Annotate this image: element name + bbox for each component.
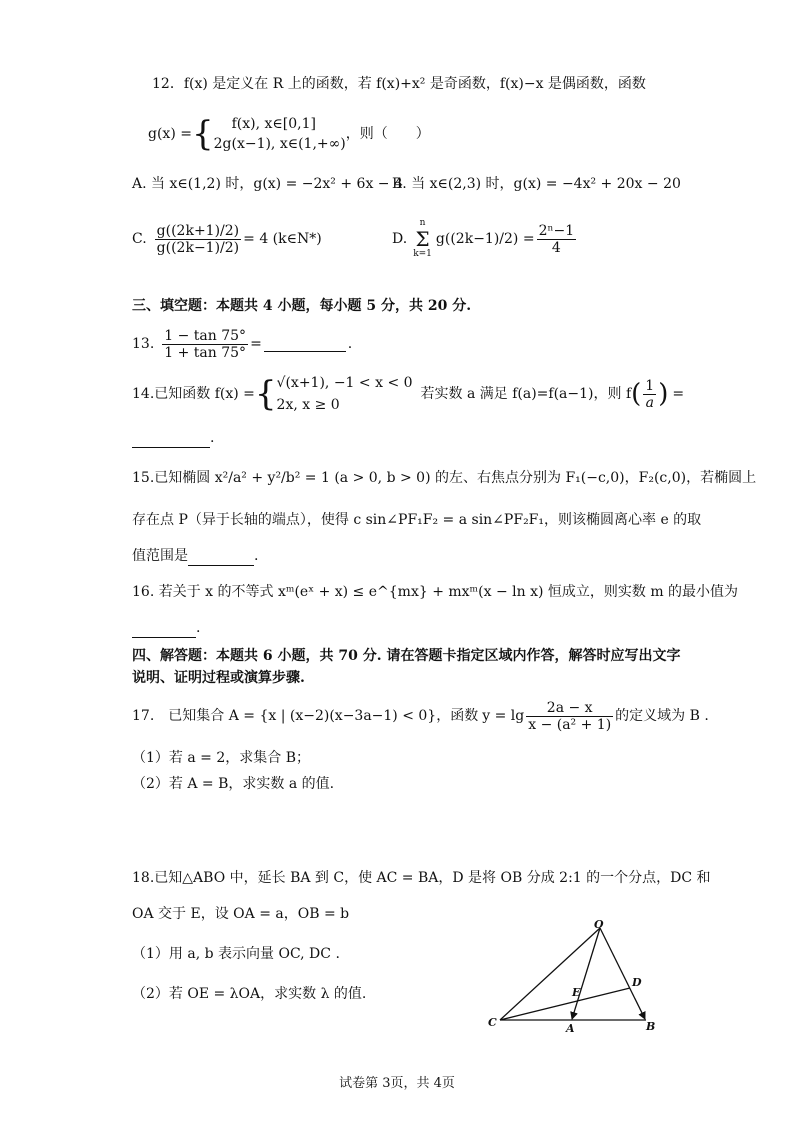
brace-icon: {: [254, 374, 277, 414]
q14-end: .: [210, 430, 215, 446]
right-paren-icon: ): [658, 379, 669, 409]
left-paren-icon: (: [631, 379, 642, 409]
q17-denominator: x − (a² + 1): [528, 716, 612, 733]
q12-option-c-numerator: g((2k+1)/2): [156, 222, 240, 239]
q18-part-1: （1）用 a, b 表示向量 OC, DC .: [132, 946, 340, 962]
brace-icon: {: [191, 114, 214, 154]
q15-line-2: 存在点 P（异于长轴的端点），使得 c sin∠PF₁F₂ = a sin∠PF₂F₁，则该椭圆离心率 e 的取: [132, 512, 702, 528]
q12-case-2: 2g(x−1), x∈(1,+∞): [213, 136, 346, 152]
q15-end: .: [254, 548, 259, 564]
q12-option-c-rhs: = 4 (k∈N*): [243, 231, 322, 247]
q16-end: .: [196, 620, 201, 636]
q17-stem: [132, 694, 709, 738]
label-a: A: [566, 1022, 575, 1035]
q12-case-1: f(x), x∈[0,1]: [231, 116, 316, 132]
q15-answer-blank: [188, 551, 254, 566]
q12-g-definition: [148, 112, 430, 156]
q17-part-1: （1）若 a = 2，求集合 B；: [132, 750, 310, 766]
q13-denominator: 1 + tan 75°: [164, 344, 247, 361]
q16-line-1: 16. 若关于 x 的不等式 xᵐ(eˣ + x) ≤ e^{mx} + mxᵐ(x − ln x) 恒成立，则实数 m 的最小值为: [132, 584, 739, 600]
q14-case-2: 2x, x ≥ 0: [276, 397, 340, 413]
q14: [132, 370, 684, 418]
q12-stem: 12．f(x) 是定义在 R 上的函数，若 f(x)+x² 是奇函数，f(x)−x 是偶函数，函数: [152, 76, 646, 92]
q16-answer-blank: [132, 623, 196, 638]
label-c: C: [488, 1016, 497, 1029]
q14-case-1: √(x+1), −1 < x < 0: [276, 375, 413, 391]
q17-stem-b: y = lg: [482, 708, 525, 724]
q17-stem-c: 的定义域为 B .: [615, 708, 709, 724]
q12-option-d-body: g((2k−1)/2) =: [435, 231, 535, 247]
q14-arg-denominator: a: [645, 394, 654, 411]
label-e: E: [572, 986, 581, 999]
label-d: D: [632, 976, 642, 989]
q17-part-2: （2）若 A = B，求实数 a 的值.: [132, 776, 335, 792]
q13-numerator: 1 − tan 75°: [164, 327, 247, 344]
section-4-heading-line-2: 说明、证明过程或演算步骤.: [132, 670, 305, 686]
q13-equals: =: [250, 336, 262, 352]
q13-end: .: [347, 336, 353, 352]
vector-ob: [600, 928, 645, 1019]
q17-numerator: 2a − x: [526, 700, 613, 717]
q12-option-d-sum-bottom: k=1: [413, 249, 432, 259]
q12-option-c-denominator: g((2k−1)/2): [156, 239, 240, 256]
q18-part-2: （2）若 OE = λOA，求实数 λ 的值.: [132, 986, 367, 1002]
q14-answer-line: [132, 428, 214, 448]
segment-oc: [500, 928, 600, 1020]
q15-line-1: [132, 468, 756, 488]
segment-cd: [500, 988, 630, 1020]
q12-option-d-numerator: 2ⁿ−1: [538, 222, 575, 239]
q12-option-d: [392, 214, 578, 264]
q12-tail: ，则（ ）: [345, 126, 430, 142]
q13-label: 13.: [132, 336, 155, 352]
q12-option-d-sum-top: n: [419, 218, 426, 228]
q18-line-2: OA 交于 E，设 OA = a，OB = b: [132, 906, 350, 922]
q15-line-3: [132, 546, 258, 566]
q12-option-d-denominator: 4: [551, 239, 561, 256]
q16-answer-line: [132, 618, 200, 638]
page-footer: 试卷第 3页，共 4页: [339, 1076, 455, 1091]
q15-ellipse-eq: x²/a² + y²/b² = 1 (a > 0, b > 0): [214, 470, 431, 486]
q13-answer-blank: [264, 337, 346, 352]
q15-line-3-text: 值范围是: [132, 548, 188, 564]
section-3-heading: 三、填空题：本题共 4 小题，每小题 5 分，共 20 分.: [132, 298, 472, 314]
q18-line-1: 18.已知△ABO 中，延长 BA 到 C，使 AC = BA，D 是将 OB 分成 2:1 的一个分点，DC 和: [132, 870, 711, 886]
q14-intro: 14.已知函数 f(x) =: [132, 386, 255, 402]
q14-answer-blank: [132, 433, 210, 448]
q13: [132, 324, 352, 364]
q12-g-lhs: g(x) =: [148, 126, 192, 142]
q18-triangle-figure: [480, 918, 670, 1040]
q14-equals: =: [672, 386, 685, 402]
label-o: O: [594, 918, 604, 931]
section-4-heading-line-1: 四、解答题：本题共 6 小题，共 70 分. 请在答题卡指定区域内作答，解答时应写出文字: [132, 648, 681, 664]
q15-line-1a: 15.已知椭圆: [132, 470, 211, 486]
q12-option-c-label: C.: [132, 231, 147, 247]
q17-stem-a: 17. 已知集合 A = {x | (x−2)(x−3a−1) < 0}，函数: [132, 708, 479, 724]
q12-option-b: B. 当 x∈(2,3) 时，g(x) = −4x² + 20x − 20: [392, 176, 681, 192]
label-b: B: [646, 1020, 656, 1033]
q14-arg-numerator: 1: [645, 377, 655, 394]
q14-condition: 若实数 a 满足 f(a)=f(a−1)，则 f: [420, 386, 632, 402]
q15-line-1c: 的左、右焦点分别为 F₁(−c,0)，F₂(c,0)，若椭圆上: [435, 470, 757, 486]
q12-option-d-sum-icon: Σ: [415, 227, 430, 251]
q12-option-d-label: D.: [392, 231, 408, 247]
q12-option-a: A. 当 x∈(1,2) 时，g(x) = −2x² + 6x − 4: [132, 176, 403, 192]
q12-option-c: [132, 214, 322, 264]
